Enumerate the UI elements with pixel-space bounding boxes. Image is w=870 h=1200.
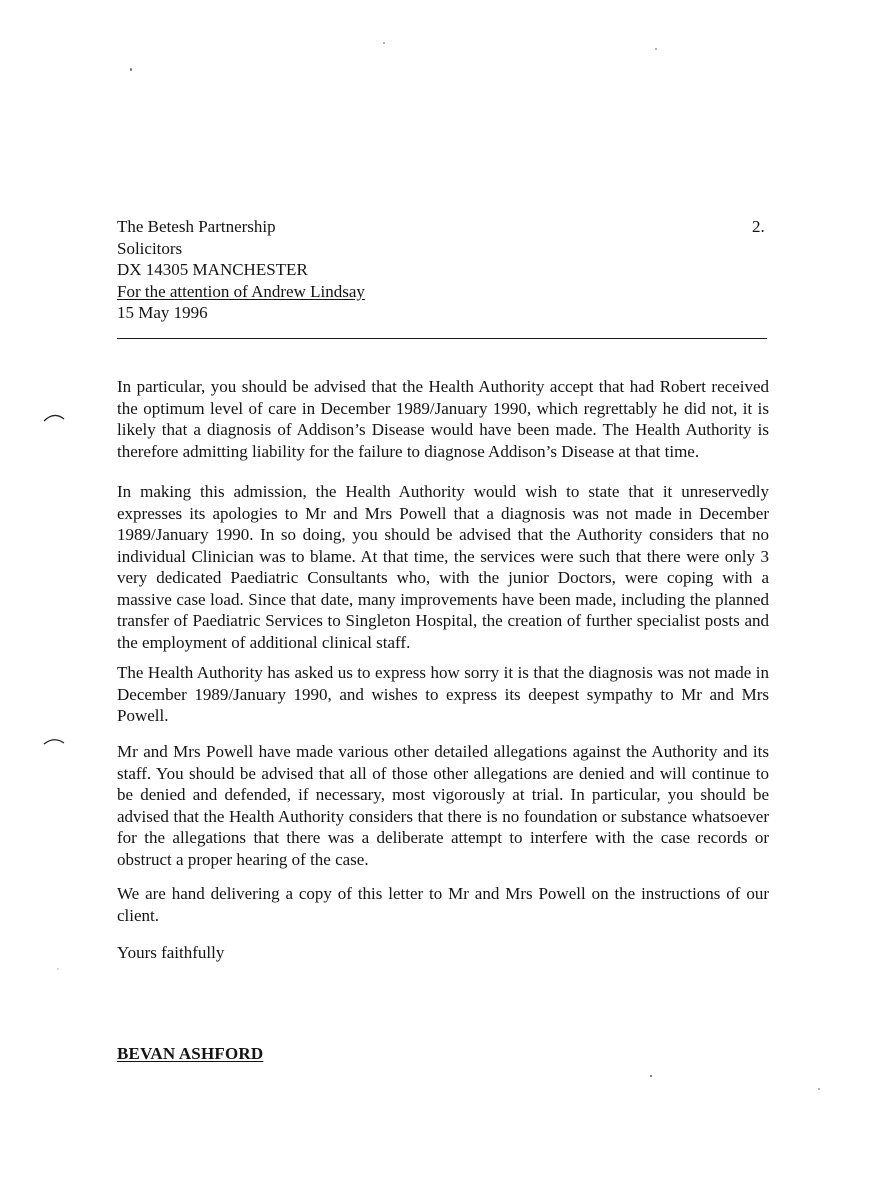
scan-speck xyxy=(650,1075,652,1077)
addressee-dx: DX 14305 MANCHESTER xyxy=(117,260,308,279)
scan-speck xyxy=(383,42,385,44)
paragraph-liability: In particular, you should be advised that the Health Authority accept that had Robert received the optimum level of care in December 1989/January 1990, which regrettably he did not, it is likely that a diagnosis of Addison’s Disease would have been made. The Health Authority is therefore admitting liability for the failure to diagnose Addison’s Disease at that time. xyxy=(117,377,769,461)
paragraph-apology: In making this admission, the Health Authority would wish to state that it unreservedly expresses its apologies to Mr and Mrs Powell that a diagnosis was not made in December 1989/January 1990. In so doing, you should be advised that the Authority considers that no individual Clinician was to blame. At that time, the services were such that there were only 3 very dedicated Paediatric Consultants who, with the junior Doctors, were coping with a massive case load. Since that date, many improvements have been made, including the planned transfer of Paediatric Services to Singleton Hospital, the creation of further specialist posts and the employment of additional clinical staff. xyxy=(117,482,769,652)
attention-line: For the attention of Andrew Lindsay xyxy=(117,281,365,301)
addressee-role: Solicitors xyxy=(117,238,183,258)
signatory-name: BEVAN ASHFORD xyxy=(117,1044,264,1063)
punch-hole-mark-icon xyxy=(43,412,65,422)
paragraph-delivery: We are hand delivering a copy of this letter to Mr and Mrs Powell on the instructions of our client. xyxy=(117,884,769,925)
addressee-firm: The Betesh Partnership xyxy=(117,217,276,236)
scan-speck xyxy=(818,1088,820,1090)
paragraph-sympathy: The Health Authority has asked us to express how sorry it is that the diagnosis was not made in December 1989/January 1990, and wishes to express its deepest sympathy to Mr and Mrs Powell. xyxy=(117,663,769,725)
closing-salutation: Yours faithfully xyxy=(117,943,225,962)
paragraph-allegations: Mr and Mrs Powell have made various other detailed allegations against the Authority and its staff. You should be advised that all of those other allegations are denied and will continue to be denied and defended, if necessary, most vigorously at trial. In particular, you should be advised that the Health Authority considers that there is no foundation or substance whatsoever for the allegations that there was a deliberate attempt to interfere with the case records or obstruct a proper hearing of the case. xyxy=(117,742,769,869)
header-divider xyxy=(117,338,767,339)
scan-speck xyxy=(130,68,132,71)
addressee-block xyxy=(117,216,365,324)
letter-date: 15 May 1996 xyxy=(117,303,208,322)
page-number: 2. xyxy=(752,217,765,236)
punch-hole-mark-icon xyxy=(43,737,65,747)
scan-speck xyxy=(655,48,657,50)
scan-speck xyxy=(57,968,59,970)
